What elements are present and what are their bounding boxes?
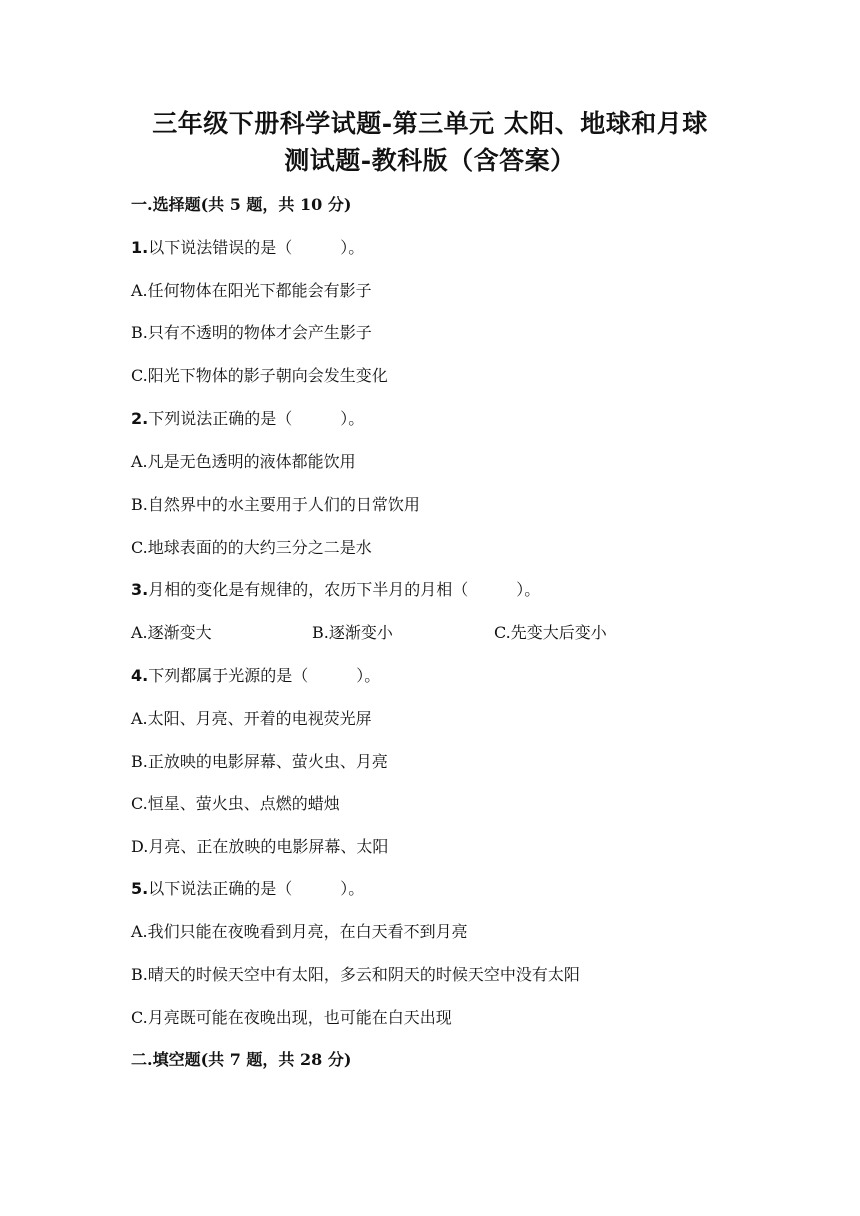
- section-heading-fill-blank: 二.填空题(共 7 题，共 28 分): [131, 1050, 352, 1069]
- question-stem: 月相的变化是有规律的，农历下半月的月相（: [148, 580, 469, 599]
- page-title-line-2: 测试题-教科版（含答案）: [284, 146, 576, 175]
- question-stem: 以下说法错误的是（: [148, 238, 293, 257]
- option: B.逐渐变小: [312, 623, 393, 642]
- question-number: 3.: [131, 580, 149, 599]
- question-4: [131, 663, 380, 686]
- option: B.自然界中的水主要用于人们的日常饮用: [131, 495, 420, 514]
- question-stem-end: ）。: [356, 666, 381, 685]
- question-stem-end: ）。: [340, 409, 365, 428]
- question-stem: 下列都属于光源的是（: [148, 666, 309, 685]
- option: A.凡是无色透明的液体都能饮用: [131, 452, 356, 471]
- option: B.晴天的时候天空中有太阳，多云和阴天的时候天空中没有太阳: [131, 965, 580, 984]
- option: C.地球表面的的大约三分之二是水: [131, 538, 372, 557]
- option: D.月亮、正在放映的电影屏幕、太阳: [131, 837, 389, 856]
- question-2: [131, 406, 364, 429]
- option: C.月亮既可能在夜晚出现，也可能在白天出现: [131, 1008, 452, 1027]
- question-1: [131, 235, 364, 258]
- option: C.阳光下物体的影子朝向会发生变化: [131, 366, 388, 385]
- option: A.任何物体在阳光下都能会有影子: [131, 281, 372, 300]
- option: A.太阳、月亮、开着的电视荧光屏: [131, 709, 372, 728]
- option: A.逐渐变大: [131, 623, 212, 642]
- question-stem: 以下说法正确的是（: [148, 879, 293, 898]
- question-number: 2.: [131, 409, 149, 428]
- question-stem-end: ）。: [516, 580, 541, 599]
- option: B.正放映的电影屏幕、萤火虫、月亮: [131, 752, 388, 771]
- question-number: 1.: [131, 238, 149, 257]
- option: A.我们只能在夜晚看到月亮，在白天看不到月亮: [131, 922, 468, 941]
- question-number: 4.: [131, 666, 149, 685]
- question-5: [131, 876, 364, 899]
- section-heading-choice: 一.选择题(共 5 题，共 10 分): [131, 195, 352, 214]
- page-title-line-1: 三年级下册科学试题-第三单元 太阳、地球和月球: [152, 109, 708, 138]
- question-stem-end: ）。: [340, 879, 365, 898]
- option: B.只有不透明的物体才会产生影子: [131, 323, 372, 342]
- option: C.恒星、萤火虫、点燃的蜡烛: [131, 794, 340, 813]
- option: C.先变大后变小: [494, 623, 607, 642]
- question-stem: 下列说法正确的是（: [148, 409, 293, 428]
- question-stem-end: ）。: [340, 238, 365, 257]
- question-number: 5.: [131, 879, 149, 898]
- question-3: [131, 577, 540, 600]
